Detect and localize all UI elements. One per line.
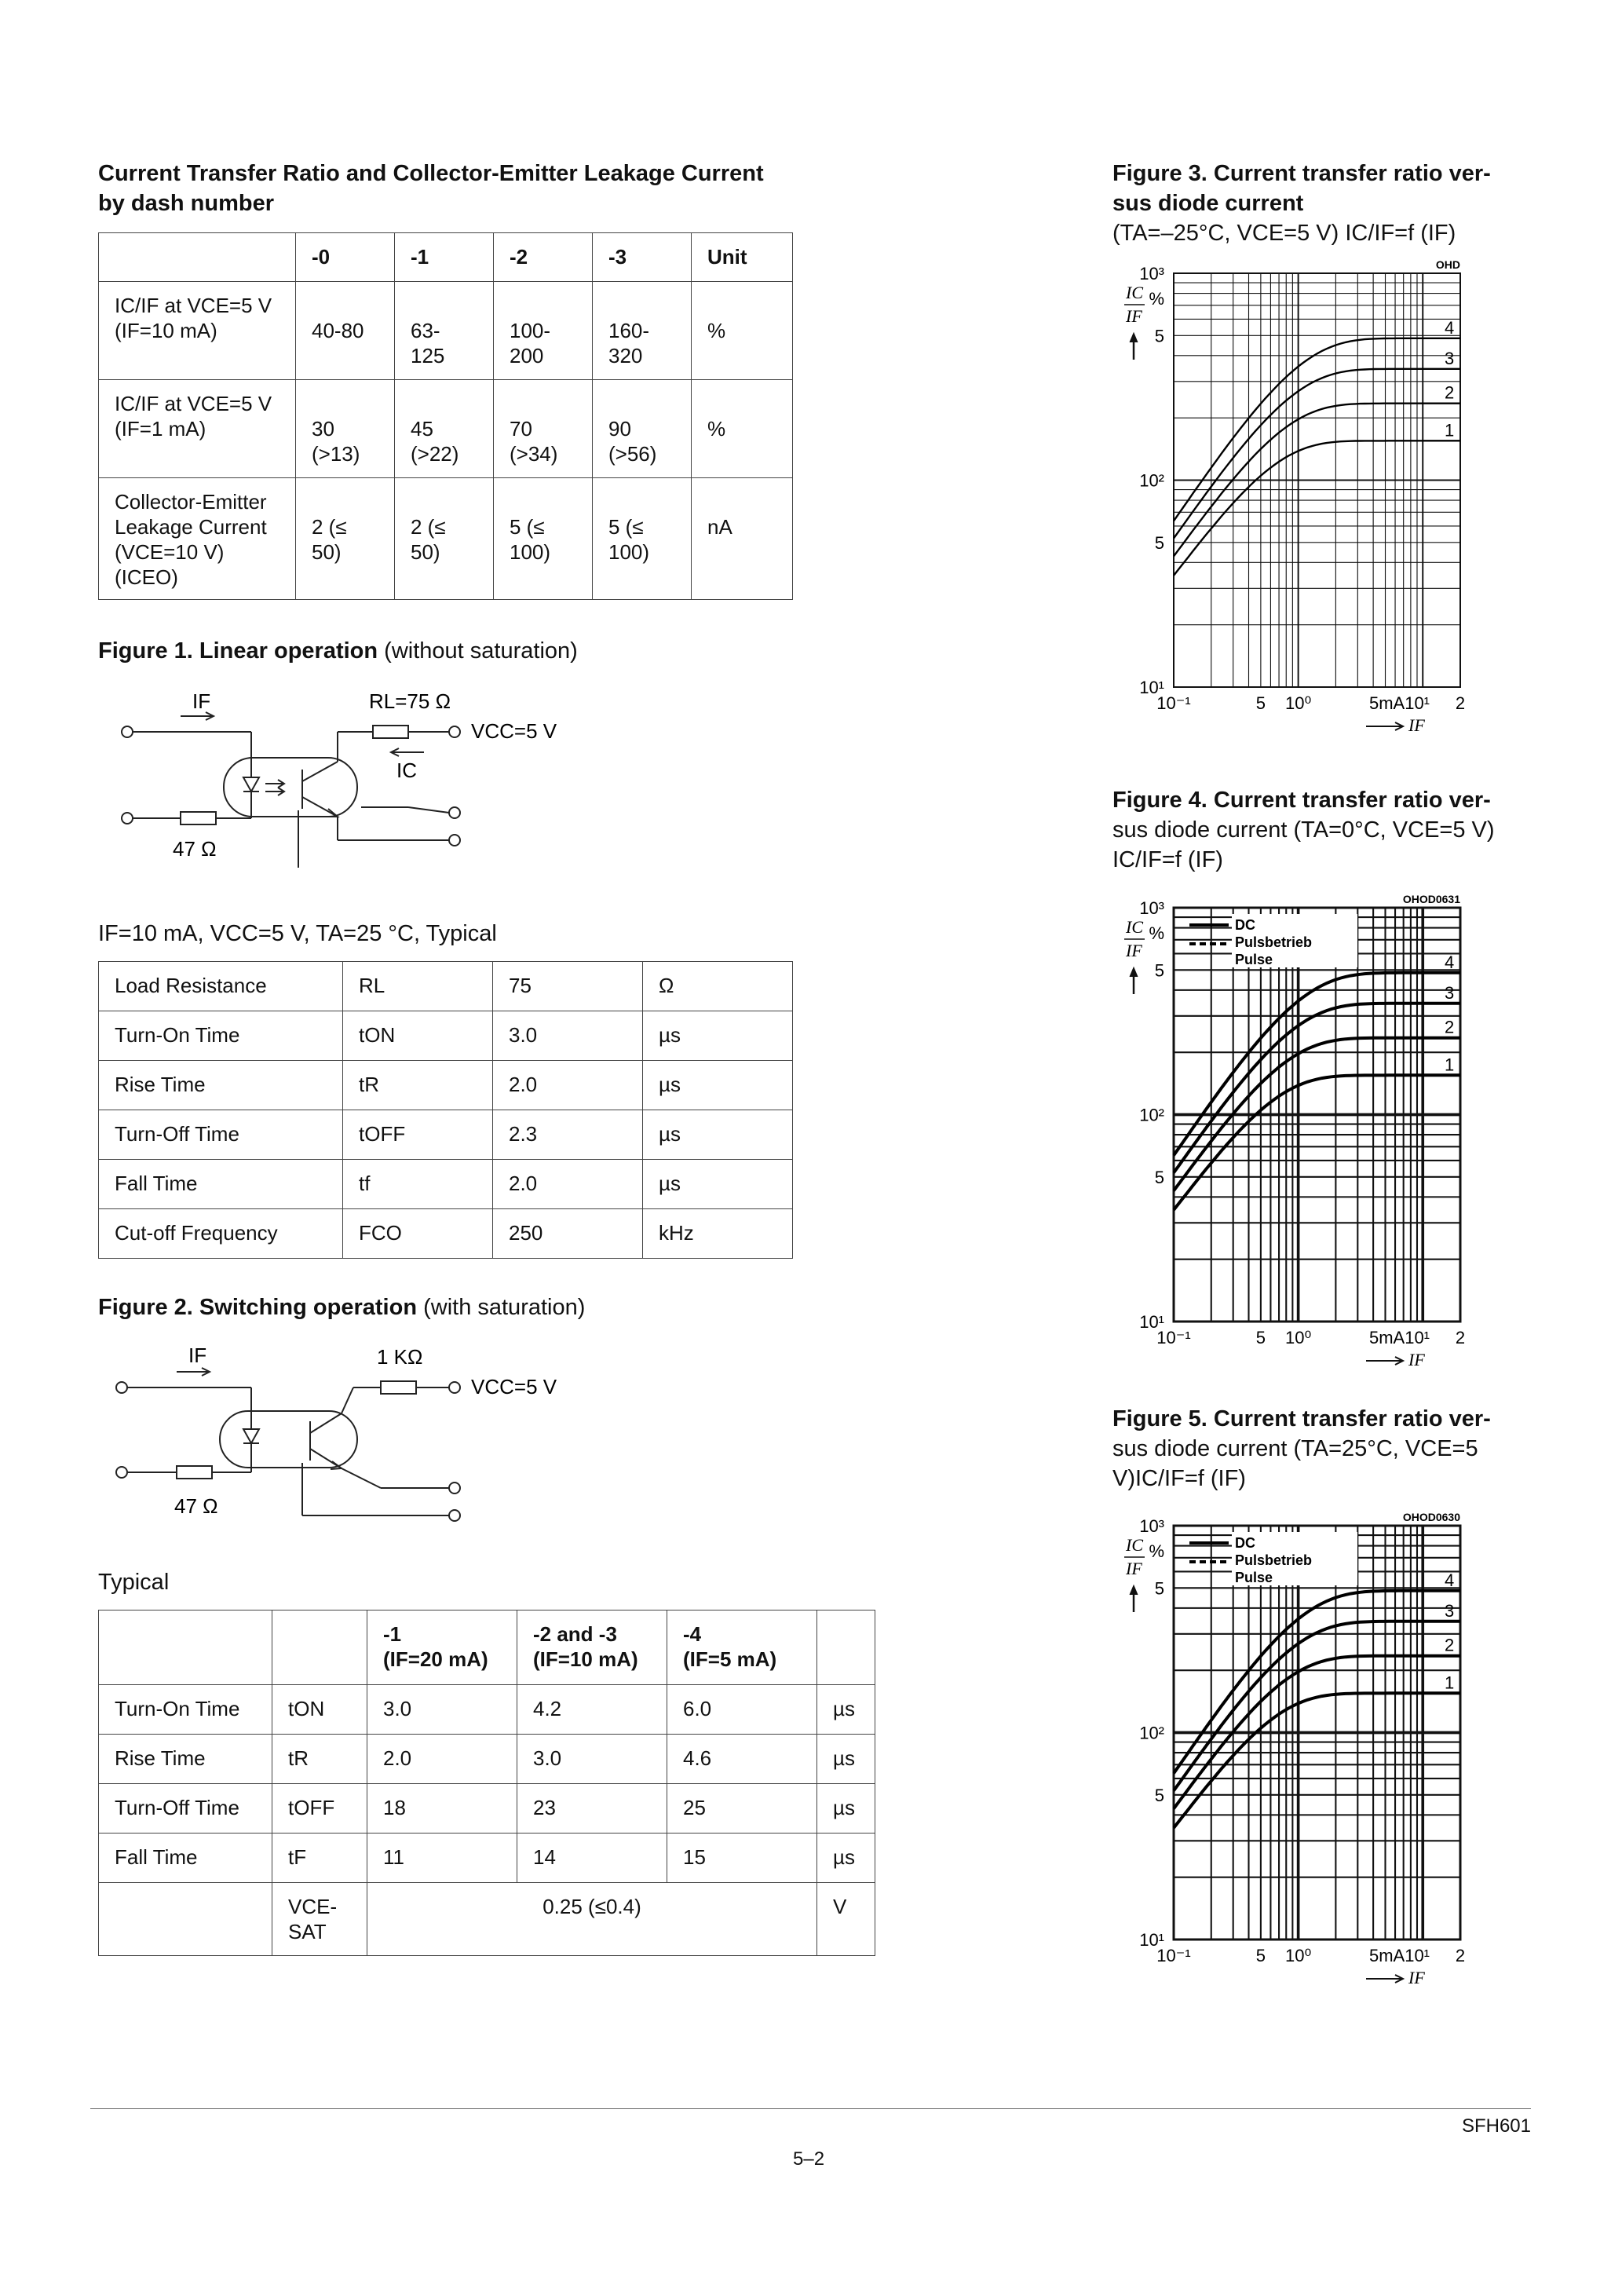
table-row [99,962,793,1011]
ctr-row-label [99,478,296,600]
fig4-caption [1112,785,1495,875]
value-cell: 250 [493,1209,643,1259]
table-row [99,1834,875,1883]
y-axis-arrowhead [1130,1585,1138,1595]
value-cell: 11 [367,1834,517,1883]
curve-label: 4 [1445,1570,1455,1590]
symbol-cell: tR [343,1061,493,1110]
table-row [99,1735,875,1784]
figure2-caption [98,1292,585,1322]
ctr-table [98,232,793,600]
fig5-caption-line1: Figure 5. Current transfer ratio ver- [1112,1406,1491,1431]
ctr-title-line1: Current Transfer Ratio and Collector-Emitter Leakage Current [98,161,764,186]
legend-entry: Pulsbetrieb [1235,1552,1313,1568]
unit-cell: µs [643,1061,793,1110]
fig5-plot [1115,1504,1484,1987]
footer-page: 5–2 [793,2148,825,2170]
unit-cell: µs [817,1784,875,1834]
y-tick-label: 10² [1139,470,1164,491]
curve-label: 1 [1445,1055,1455,1075]
fig1-r-label: 47 Ω [173,837,217,861]
y-tick-label: 10³ [1139,1516,1164,1536]
fig3-plot [1115,251,1484,735]
y-tick-label: 5 [1154,326,1164,346]
symbol-cell: tON [343,1011,493,1061]
symbol-cell: tR [272,1735,367,1784]
label-line: (ICEO) [115,565,178,589]
unit-cell: µs [643,1110,793,1160]
symbol-cell: tF [272,1834,367,1883]
y-tick-label: 5 [1154,1578,1164,1599]
symbol-cell: tOFF [272,1784,367,1834]
curve-label: 2 [1445,382,1455,403]
ctr-unit: nA [692,478,793,600]
footer-part: SFH601 [1461,2115,1531,2137]
figure2-circuit [110,1339,597,1519]
fig2-r-label: 47 Ω [174,1494,218,1518]
ctr-cell: 100- 200 [494,282,593,380]
x-tick-label: 2 [1455,1328,1466,1347]
curve-label: 1 [1445,1673,1455,1693]
label-line: Leakage Current [115,515,267,539]
param-cell: Rise Time [99,1735,272,1784]
ctr-cell: 45 (>22) [395,380,494,478]
x-tick-label: 10⁻¹ [1156,1328,1191,1347]
x-tick-label: 5 [1255,1328,1266,1347]
table-row [99,1110,793,1160]
fig3-caption-line2: sus diode current [1112,191,1304,216]
fig4-caption-line2: sus diode current (TA=0°C, VCE=5 V) [1112,817,1495,843]
param-cell: Turn-Off Time [99,1110,343,1160]
label-line: (IF=1 mA) [115,417,206,441]
symbol-cell: FCO [343,1209,493,1259]
param-cell: Load Resistance [99,962,343,1011]
table-row [99,1883,875,1956]
param-cell: Fall Time [99,1834,272,1883]
value-cell: 25 [667,1784,817,1834]
fig5-caption-line3: V)IC/IF=f (IF) [1112,1466,1246,1491]
value-cell: 6.0 [667,1685,817,1735]
symbol-cell: tON [272,1685,367,1735]
ctr-cell: 2 (≤ 50) [296,478,395,600]
unit-cell: kHz [643,1209,793,1259]
param-cell: Turn-Off Time [99,1784,272,1834]
y-tick-label: 5 [1154,960,1164,981]
fig1-vcc-label: VCC=5 V [471,719,557,743]
y-tick-label: 10² [1139,1723,1164,1743]
value-cell: 2.0 [367,1735,517,1784]
fig5-caption-line2: sus diode current (TA=25°C, VCE=5 [1112,1436,1478,1461]
x-tick-label: 5mA10¹ [1368,693,1430,713]
value-cell: 15 [667,1834,817,1883]
figure2-caption-bold: Figure 2. Switching operation [98,1295,418,1320]
typical2-heading: Typical [98,1570,170,1595]
fig1-rl-label: RL=75 Ω [369,689,451,713]
header-cell: -1 (IF=20 mA) [367,1610,517,1685]
unit-cell: µs [817,1735,875,1784]
value-cell: 2.0 [493,1160,643,1209]
header-cell: -4 (IF=5 mA) [667,1610,817,1685]
figure-code: OHOD0630 [1402,1511,1460,1523]
value-cell: 75 [493,962,643,1011]
value-cell: 3.0 [493,1011,643,1061]
curve-label: 4 [1445,952,1455,972]
y-tick-label: % [1149,923,1164,943]
header-cell [99,1610,272,1685]
table-row [99,1061,793,1110]
typical2-table [98,1610,875,1956]
x-axis-label: IF [1408,1968,1425,1987]
fig1-ic-label: IC [396,759,417,782]
figure1-caption [98,636,578,666]
ctr-header-cell: -3 [593,233,692,282]
figure1-circuit [110,683,597,864]
y-tick-label: 10¹ [1139,1312,1164,1332]
value-cell: 3.0 [517,1735,667,1784]
y-axis-label: IC [1126,917,1143,937]
y-tick-label: 5 [1154,1167,1164,1187]
curve-label: 3 [1445,982,1455,1003]
y-axis-label: IC [1126,1535,1143,1555]
x-tick-label: 2 [1455,693,1466,713]
value-cell: 2.0 [493,1061,643,1110]
label-line: IC/IF at VCE=5 V [115,392,272,415]
value-cell: 14 [517,1834,667,1883]
unit-cell: µs [817,1685,875,1735]
x-tick-label: 10⁰ [1284,1328,1312,1347]
ctr-title-line2: by dash number [98,191,274,216]
typical1-table [98,961,793,1259]
label-line: IC/IF at VCE=5 V [115,294,272,317]
ctr-row-label [99,380,296,478]
x-tick-label: 5 [1255,693,1266,713]
value-cell: 2.3 [493,1110,643,1160]
fig3-caption-line3: (TA=–25°C, VCE=5 V) IC/IF=f (IF) [1112,221,1456,246]
symbol-cell: RL [343,962,493,1011]
y-axis-label: IF [1126,1559,1142,1578]
fig4-caption-line1: Figure 4. Current transfer ratio ver- [1112,788,1491,813]
y-tick-label: % [1149,289,1164,309]
y-tick-label: % [1149,1541,1164,1561]
value-cell: 0.25 (≤0.4) [367,1883,817,1956]
table-row [99,1610,875,1685]
label-line: (IF=10 mA) [115,319,217,342]
unit-cell: µs [817,1834,875,1883]
figure1-caption-rest: (without saturation) [378,638,578,664]
ctr-header-cell: -0 [296,233,395,282]
ctr-row [99,380,793,478]
ctr-unit: % [692,380,793,478]
x-tick-label: 5mA10¹ [1368,1328,1430,1347]
ctr-unit: % [692,282,793,380]
param-cell: Rise Time [99,1061,343,1110]
table-row [99,1209,793,1259]
curve-label: 2 [1445,1635,1455,1655]
y-axis-arrowhead [1130,967,1138,977]
param-cell: Fall Time [99,1160,343,1209]
legend-entry: Pulse [1235,1570,1273,1585]
value-cell: 23 [517,1784,667,1834]
header-cell [817,1610,875,1685]
y-tick-label: 5 [1154,532,1164,553]
legend-entry: Pulse [1235,952,1273,967]
param-cell [99,1883,272,1956]
fig2-vcc-label: VCC=5 V [471,1375,557,1398]
y-axis-label: IF [1126,941,1142,960]
symbol-cell: tf [343,1160,493,1209]
legend-entry: DC [1235,1535,1255,1551]
ctr-cell: 160- 320 [593,282,692,380]
table-row [99,1160,793,1209]
ctr-cell: 5 (≤ 100) [494,478,593,600]
x-tick-label: 10⁰ [1284,693,1312,713]
y-axis-arrowhead [1130,333,1138,342]
y-axis-label: IC [1126,283,1143,302]
ctr-cell: 90 (>56) [593,380,692,478]
ctr-row-label [99,282,296,380]
param-cell: Turn-On Time [99,1685,272,1735]
x-tick-label: 10⁻¹ [1156,693,1191,713]
unit-cell: µs [643,1160,793,1209]
ctr-table-title [98,159,764,218]
y-tick-label: 10¹ [1139,678,1164,697]
x-axis-label: IF [1408,1350,1425,1369]
ctr-header-cell: Unit [692,233,793,282]
table-row [99,1784,875,1834]
fig4-plot [1115,886,1484,1369]
ctr-cell: 5 (≤ 100) [593,478,692,600]
curve-label: 3 [1445,348,1455,368]
y-tick-label: 10³ [1139,264,1164,283]
ctr-row [99,282,793,380]
ctr-cell: 2 (≤ 50) [395,478,494,600]
header-cell [272,1610,367,1685]
y-tick-label: 10³ [1139,898,1164,918]
fig1-if-label: IF [192,689,211,713]
ctr-header-cell: -2 [494,233,593,282]
x-tick-label: 10⁻¹ [1156,1946,1191,1965]
y-axis-label: IF [1126,306,1142,326]
ctr-cell: 70 (>34) [494,380,593,478]
label-line: (VCE=10 V) [115,540,225,564]
fig2-r1-label: 1 KΩ [377,1345,423,1369]
unit-cell: Ω [643,962,793,1011]
param-cell: Cut-off Frequency [99,1209,343,1259]
label-line: Collector-Emitter [115,490,267,514]
legend-entry: Pulsbetrieb [1235,934,1313,950]
table-row [99,1685,875,1735]
value-cell: 3.0 [367,1685,517,1735]
header-cell: -2 and -3 (IF=10 mA) [517,1610,667,1685]
curve-label: 2 [1445,1017,1455,1037]
figure2-caption-rest: (with saturation) [417,1295,586,1320]
curve-label: 3 [1445,1600,1455,1621]
y-tick-label: 5 [1154,1785,1164,1805]
ctr-row [99,478,793,600]
x-tick-label: 5mA10¹ [1368,1946,1430,1965]
figure-code: OHOD0631 [1402,893,1460,905]
x-tick-label: 2 [1455,1946,1466,1965]
figure1-caption-bold: Figure 1. Linear operation [98,638,378,664]
fig4-caption-line3: IC/IF=f (IF) [1112,847,1223,872]
unit-cell: µs [643,1011,793,1061]
x-axis-label: IF [1408,715,1425,735]
footer-rule [90,2108,1531,2109]
ctr-cell: 63- 125 [395,282,494,380]
y-tick-label: 10² [1139,1105,1164,1125]
figure-code: OHD [1435,258,1460,271]
legend-entry: DC [1235,917,1255,933]
x-tick-label: 5 [1255,1946,1266,1965]
ctr-header-cell: -1 [395,233,494,282]
param-cell: Turn-On Time [99,1011,343,1061]
ctr-cell: 30 (>13) [296,380,395,478]
curve-label: 4 [1445,317,1455,338]
fig2-if-label: IF [188,1344,207,1367]
curve-label: 1 [1445,420,1455,441]
symbol-cell: tOFF [343,1110,493,1160]
fig3-caption-line1: Figure 3. Current transfer ratio ver- [1112,161,1491,186]
y-tick-label: 10¹ [1139,1930,1164,1950]
table-row [99,1011,793,1061]
value-cell: 18 [367,1784,517,1834]
value-cell: 4.6 [667,1735,817,1784]
symbol-cell: VCE- SAT [272,1883,367,1956]
typical1-heading: IF=10 mA, VCC=5 V, TA=25 °C, Typical [98,921,497,946]
unit-cell: V [817,1883,875,1956]
ctr-cell: 40-80 [296,282,395,380]
value-cell: 4.2 [517,1685,667,1735]
fig3-caption [1112,159,1491,248]
ctr-header-cell [99,233,296,282]
fig5-caption [1112,1404,1491,1493]
x-tick-label: 10⁰ [1284,1946,1312,1965]
